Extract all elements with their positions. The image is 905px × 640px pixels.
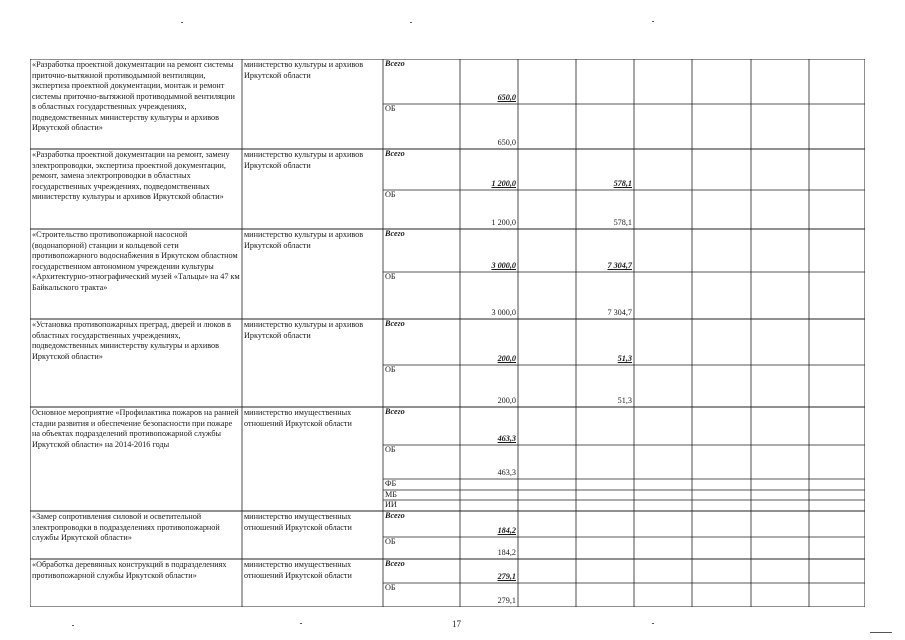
amount-cell: 279,1 [497,596,516,605]
funding-source-label: ОБ [385,190,396,199]
amount-cell: 200,0 [497,396,516,405]
funding-source-label: Всего [385,149,405,158]
funding-source-label: ОБ [385,272,396,281]
executor-name: министерство культуры и архивов Иркутской области [244,320,364,340]
funding-source-label: МБ [385,490,397,499]
amount-cell [576,559,634,583]
amount-cell: 7 304,7 [607,261,632,270]
amount-cell [576,490,634,500]
amount-cell: 1 200,0 [491,179,516,188]
funding-source-label: Всего [385,511,405,520]
funding-source-label: ИИ [385,500,397,509]
activity-name: «Замер сопротивления силовой и осветительной электропроводки в подразделениях противопожарной службы Иркутской области» [32,512,220,542]
executor-name: министерство культуры и архивов Иркутской области [244,150,364,170]
amount-cell: 650,0 [497,93,516,102]
funding-source-label: ОБ [385,445,396,454]
amount-cell [460,490,518,500]
funding-source-label: ОБ [385,104,396,113]
executor-name: министерство имущественных отношений Иркутской области [244,560,352,580]
funding-source-label: Всего [385,319,405,328]
scan-speck [870,632,892,633]
scan-speck [72,625,74,626]
scan-speck [181,22,183,23]
funding-source-label: ОБ [385,583,396,592]
amount-cell [460,479,518,490]
activity-name: «Строительство противопожарной насосной (водонапорной) станции и кольцевой сети противопожарного водоснабжения в Иркутском областном государственном автономном учреждении культуры «Архитектурно-этнографический музей «Тальцы» на 47 км Байкальского тракта» [32,230,240,292]
activity-name: «Разработка проектной документации на ремонт, замену электропроводки, экспертиза проектной документации, ремонт, замена электропроводки в областных государственных учреждениях, подведомственных министерству культуры и архивов Иркутской области» [32,150,230,201]
amount-cell [576,583,634,607]
amount-cell [576,511,634,537]
page-number: 17 [452,619,461,629]
amount-cell: 1 200,0 [491,218,516,227]
executor-name: министерство имущественных отношений Иркутской области [244,408,352,428]
amount-cell [576,407,634,445]
amount-cell: 51,3 [617,396,632,405]
scan-speck [652,623,654,624]
funding-source-label: Всего [385,559,405,568]
executor-name: министерство культуры и архивов Иркутской области [244,60,364,80]
amount-cell: 578,1 [613,218,632,227]
amount-cell [576,479,634,490]
budget-table [30,59,865,607]
activity-name: «Обработка деревянных конструкций в подразделениях противопожарной службы Иркутской области» [32,560,227,580]
funding-source-label: Всего [385,229,405,238]
scan-speck [300,623,302,624]
executor-name: министерство культуры и архивов Иркутской области [244,230,364,250]
amount-cell [460,500,518,511]
activity-name: Основное мероприятие «Профилактика пожаров на ранней стадии развития и обеспечение безопасности при пожаре на объектах подразделений противопожарной службы Иркутской области» на 2014-2016 годы [32,408,239,449]
activity-name: «Разработка проектной документации на ремонт системы приточно-вытяжной противодымной вентиляции, экспертиза проектной документации, монтаж и ремонт системы приточно-вытяжной противодымной вентиляции в областных государственных учреждениях, подведомственных министерству культуры и архивов Иркутской области» [32,60,235,132]
amount-cell [576,445,634,479]
funding-source-label: ОБ [385,365,396,374]
executor-name: министерство имущественных отношений Иркутской области [244,512,352,532]
amount-cell: 184,2 [497,526,516,535]
amount-cell: 184,2 [497,548,516,557]
scan-speck [410,22,412,23]
funding-source-label: ФБ [385,479,397,488]
funding-source-label: Всего [385,59,405,68]
funding-source-label: Всего [385,407,405,416]
amount-cell: 51,3 [617,354,632,363]
amount-cell: 463,3 [497,468,516,477]
activity-name: «Установка противопожарных преград, дверей и люков в областных государственных учреждениях, подведомственных министерству культуры и архивов Иркутской области» [32,320,232,361]
amount-cell: 578,1 [613,179,632,188]
amount-cell [576,500,634,511]
amount-cell: 463,3 [497,434,516,443]
amount-cell [576,59,634,104]
amount-cell: 3 000,0 [491,261,516,270]
scan-speck [652,21,654,22]
amount-cell: 3 000,0 [491,308,516,317]
amount-cell [576,537,634,559]
amount-cell: 279,1 [497,572,516,581]
amount-cell: 7 304,7 [607,308,632,317]
amount-cell: 200,0 [497,354,516,363]
amount-cell: 650,0 [497,138,516,147]
amount-cell [576,104,634,149]
funding-source-label: ОБ [385,537,396,546]
